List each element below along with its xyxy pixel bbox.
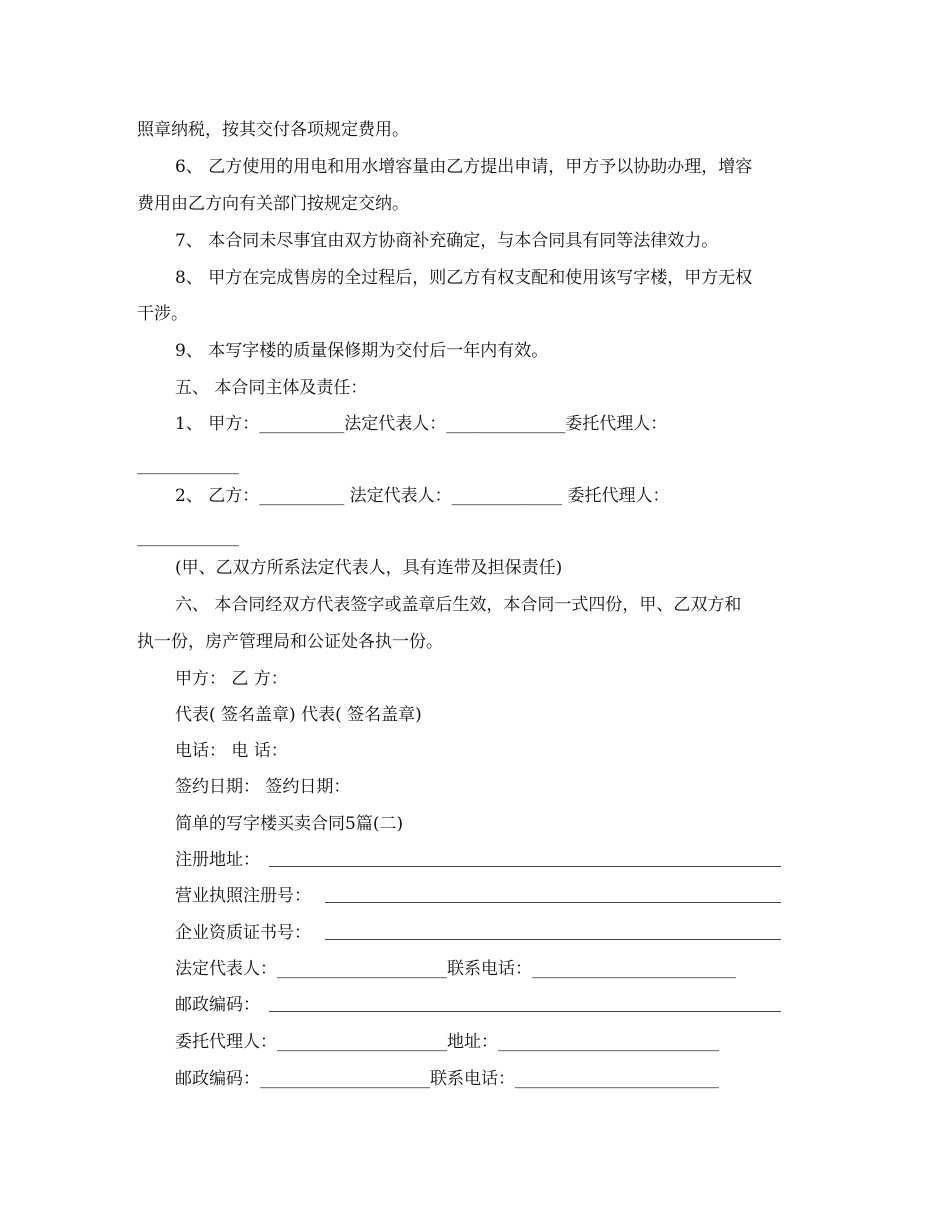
party-b-line: 2、 乙方：__________ 法定代表人：_____________ 委托代理人： (175, 486, 670, 506)
text-line: 费用由乙方向有关部门按规定交纳。 (137, 194, 409, 214)
legal-rep-phone-line: 法定代表人：____________________联系电话：________________________ (175, 959, 736, 979)
signature-phone-line: 电话： 电 话： (175, 741, 288, 761)
blank-field-line: ____________ (137, 455, 239, 475)
text-line: (甲、乙双方所系法定代表人，具有连带及担保责任) (175, 558, 563, 578)
signature-date-line: 签约日期： 签约日期： (175, 777, 351, 797)
text-line: 干涉。 (137, 304, 188, 324)
text-line: 6、 乙方使用的用电和用水增容量由乙方提出申请，甲方予以协助办理，增容 (175, 157, 753, 177)
subtitle: 简单的写字楼买卖合同5篇(二) (175, 814, 404, 834)
text-line: 照章纳税，按其交付各项规定费用。 (137, 120, 409, 140)
signature-party-line: 甲方： 乙 方： (175, 669, 288, 689)
signature-rep-line: 代表( 签名盖章) 代表( 签名盖章) (175, 705, 422, 725)
business-license-label: 营业执照注册号： (175, 886, 311, 906)
agent-address-line: 委托代理人：____________________地址：__________________________ (175, 1032, 719, 1052)
text-line: 8、 甲方在完成售房的全过程后，则乙方有权支配和使用该写字楼，甲方无权 (175, 268, 753, 288)
business-license-field (325, 902, 781, 903)
text-line: 7、 本合同未尽事宜由双方协商补充确定，与本合同具有同等法律效力。 (175, 231, 719, 251)
text-line: 9、 本写字楼的质量保修期为交付后一年内有效。 (175, 341, 549, 361)
section-heading: 六、 本合同经双方代表签字或盖章后生效，本合同一式四份，甲、乙双方和 (175, 595, 742, 615)
postal-code-label: 邮政编码： (175, 995, 260, 1015)
blank-field-line: ____________ (137, 527, 239, 547)
party-a-line: 1、 甲方：__________法定代表人：______________委托代理人： (175, 414, 668, 434)
postal-code-field (269, 1011, 781, 1012)
registered-address-field (269, 866, 781, 867)
section-heading: 五、 本合同主体及责任： (175, 378, 368, 398)
qualification-cert-field (325, 939, 781, 940)
registered-address-label: 注册地址： (175, 850, 260, 870)
qualification-cert-label: 企业资质证书号： (175, 923, 311, 943)
postal-phone-line: 邮政编码：____________________联系电话：________________________ (175, 1069, 719, 1089)
text-line: 执一份，房产管理局和公证处各执一份。 (137, 632, 443, 652)
